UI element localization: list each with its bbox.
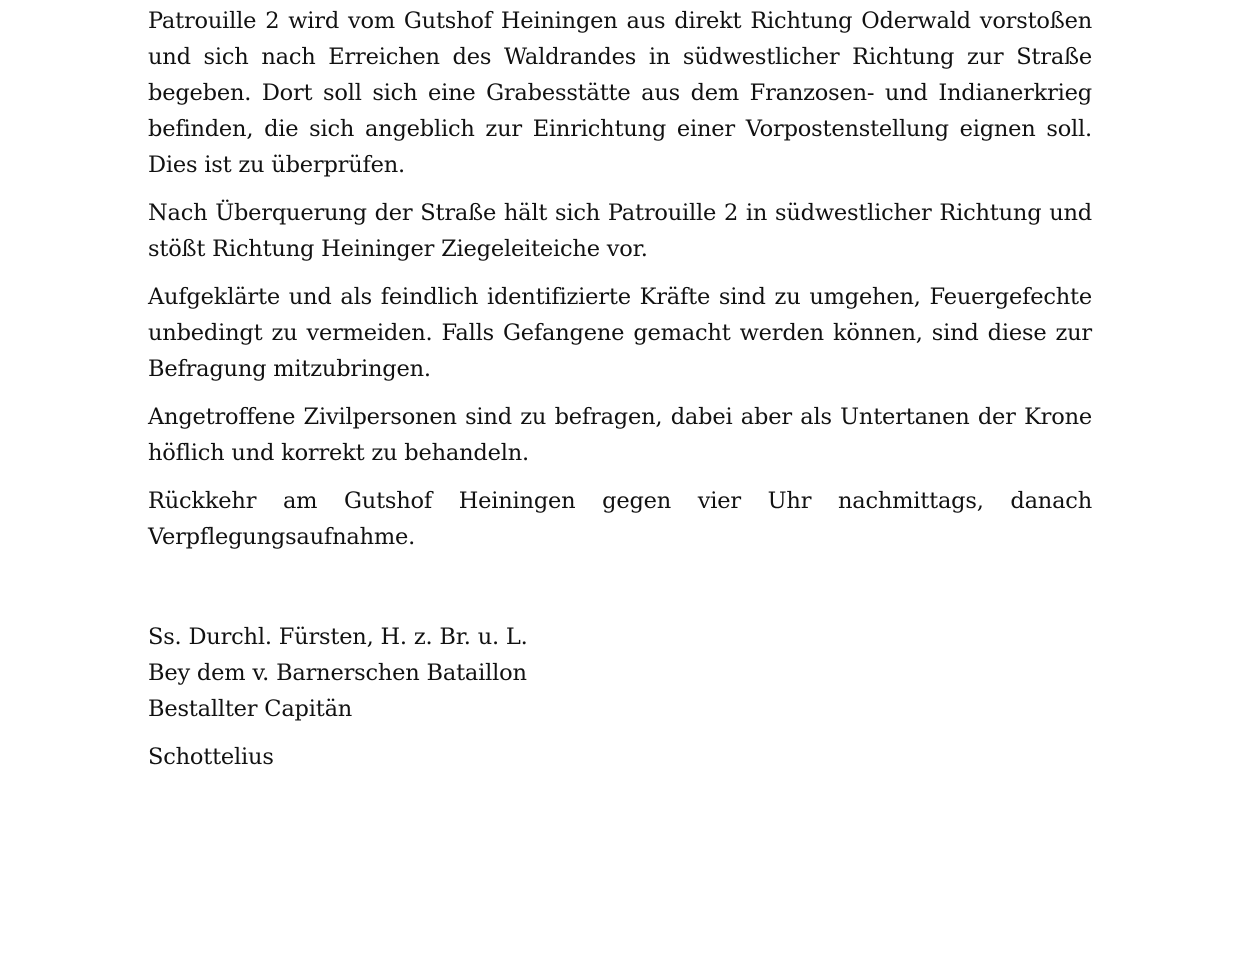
- signature-name: Schottelius: [148, 744, 274, 770]
- signature-title-line: Ss. Durchl. Fürsten, H. z. Br. u. L.: [148, 624, 528, 650]
- paragraph-civilians: Angetroffene Zivilpersonen sind zu befragen, dabei aber als Untertanen der Krone höflich und korrekt zu behandeln.: [148, 404, 1092, 466]
- signature-battalion-line: Bey dem v. Barnerschen Bataillon: [148, 660, 527, 686]
- paragraph-enemy-contact: Aufgeklärte und als feindlich identifizierte Kräfte sind zu umgehen, Feuergefechte unbedingt zu vermeiden. Falls Gefangene gemacht werden können, sind diese zur Befragung mitzubringen.: [148, 284, 1092, 382]
- document-body: [148, 3, 1092, 567]
- signature-rank-line: Bestallter Capitän: [148, 696, 353, 722]
- signature-block: [148, 619, 528, 775]
- paragraph-patrol-route: Patrouille 2 wird vom Gutshof Heiningen aus direkt Richtung Oderwald vorstoßen und sich nach Erreichen des Waldrandes in südwestlicher Richtung zur Straße begeben. Dort soll sich eine Grabesstätte aus dem Franzosen- und Indianerkrieg befinden, die sich angeblich zur Einrichtung einer Vorpostenstellung eignen soll. Dies ist zu überprüfen.: [148, 8, 1092, 178]
- paragraph-road-crossing: Nach Überquerung der Straße hält sich Patrouille 2 in südwestlicher Richtung und stößt Richtung Heininger Ziegeleiteiche vor.: [148, 200, 1092, 262]
- paragraph-return: Rückkehr am Gutshof Heiningen gegen vier Uhr nachmittags, danach Verpflegungsaufnahme.: [148, 488, 1092, 550]
